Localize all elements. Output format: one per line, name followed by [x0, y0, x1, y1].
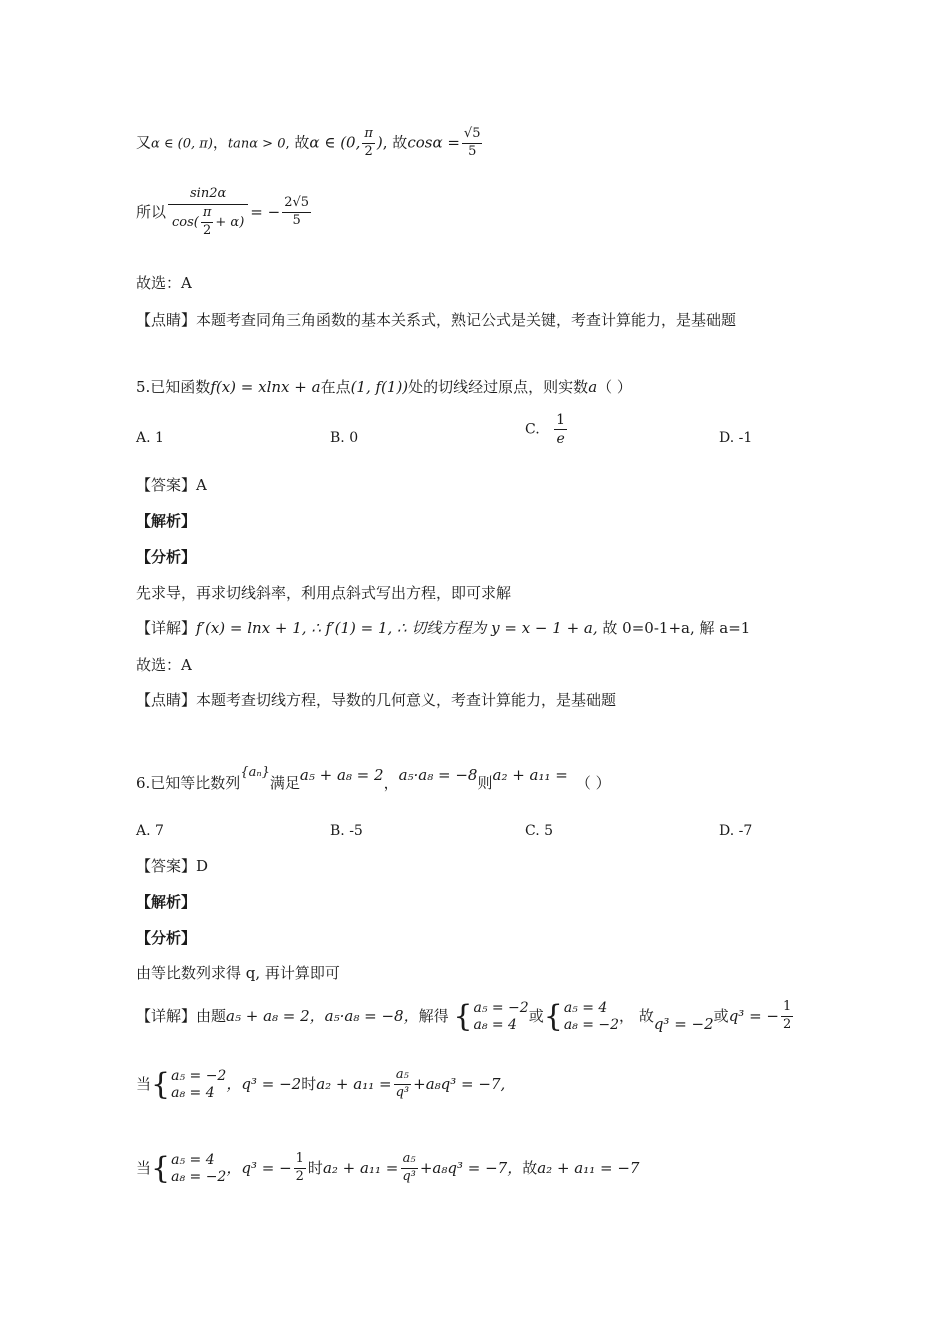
option-a: A. 1: [136, 430, 164, 446]
option-d: D. -7: [719, 823, 753, 839]
answer-line: 【答案】A: [136, 476, 207, 494]
fenxi-text: 由等比数列求得 q, 再计算即可: [136, 964, 340, 982]
option-a: A. 7: [136, 823, 164, 839]
option-c: C. 5: [525, 823, 554, 839]
equation-system: { a₅ = 4 a₈ = −2: [543, 998, 620, 1034]
choice-line: 故选：A: [136, 656, 192, 674]
fenxi-text: 先求导，再求切线斜率，利用点斜式写出方程，即可求解: [136, 584, 512, 602]
fraction-one-half: $\frac{1}{2}$: [782, 999, 792, 1033]
detail-line: 【详解】f′(x) = lnx + 1, ∴ f′(1) = 1, ∴ 切线方程为 y = x − 1 + a, 故 0=0-1+a, 解 a=1: [136, 619, 751, 637]
comment-line: 【点睛】本题考查同角三角函数的基本关系式，熟记公式是关键，考查计算能力，是基础题: [136, 311, 737, 329]
fenxi-heading: 【分析】: [136, 929, 197, 947]
option-b: B. 0: [330, 430, 359, 446]
analysis-heading: 【解析】: [136, 512, 197, 530]
question-6-stem: 6.已知等比数列{aₙ}满足a₅ + a₈ = 2，a₅·a₈ = −8则a₂ + a₁₁ = （ ）: [136, 765, 611, 792]
fraction-sin-over-cos: sin2α cos( $\frac{\pi}{2}$ + α): [168, 187, 248, 239]
detail-line-2: 当 { a₅ = −2 a₈ = 4 ，q³ = −2时a₂ + a₁₁ = $\frac{\text{a₅}}{\text{q³}}$ +a₈q³ = −7,: [136, 1066, 506, 1102]
equation-system: { a₅ = −2 a₈ = 4: [453, 998, 529, 1034]
question-5-stem: 5.已知函数f(x) = xlnx + a在点(1, f(1))处的切线经过原点，则实数a（ ）: [136, 378, 632, 396]
comment-line: 【点睛】本题考查切线方程，导数的几何意义，考查计算能力，是基础题: [136, 691, 617, 709]
fraction-sqrt5-over-5: $\frac{√5}{5}$: [463, 126, 481, 159]
solution-line-alpha-range: 又α ∈ (0, π)，tanα > 0, 故α ∈ (0, $\frac{\pi}{2}$ ), 故cosα = $\frac{√5}{5}$: [136, 126, 481, 159]
answer-line: 【答案】D: [136, 857, 209, 875]
option-c: C. $\frac{1}{e}$: [525, 412, 566, 448]
analysis-heading: 【解析】: [136, 893, 197, 911]
fraction-a5-over-q3: $\frac{\text{a₅}}{\text{q³}}$: [395, 1067, 410, 1101]
equation-system: { a₅ = 4 a₈ = −2: [151, 1150, 227, 1186]
fenxi-heading: 【分析】: [136, 548, 197, 566]
fraction-result: $\frac{2√5}{5}$: [284, 195, 310, 229]
detail-line-3: 当 { a₅ = 4 a₈ = −2 ，q³ = − $\frac{1}{2}$ 时a₂ + a₁₁ = $\frac{\text{a₅}}{\text{q³}}$ +a₈q³ = −7，故a₂ + a₁₁ = −7: [136, 1150, 640, 1186]
equation-system: { a₅ = −2 a₈ = 4: [151, 1066, 227, 1102]
fraction-one-half: $\frac{1}{2}$: [295, 1151, 304, 1185]
option-d: D. -1: [719, 430, 753, 446]
fraction-pi-over-2: $\frac{\pi}{2}$: [364, 126, 373, 159]
fraction-a5-over-q3: $\frac{\text{a₅}}{\text{q³}}$: [402, 1151, 416, 1185]
option-b: B. -5: [330, 823, 363, 839]
solution-line-result: 所以 sin2α cos( $\frac{\pi}{2}$ + α) = − $\frac{2√5}{5}$: [136, 186, 310, 238]
choice-line: 故选：A: [136, 274, 192, 292]
detail-line-1: 【详解】由题a₅ + a₈ = 2，a₅·a₈ = −8，解得 { a₅ = −2 a₈ = 4 或 { a₅ = 4 a₈ = −2 ， 故q³ = −2或q³ = − $\frac{1}{2}$: [136, 998, 792, 1034]
